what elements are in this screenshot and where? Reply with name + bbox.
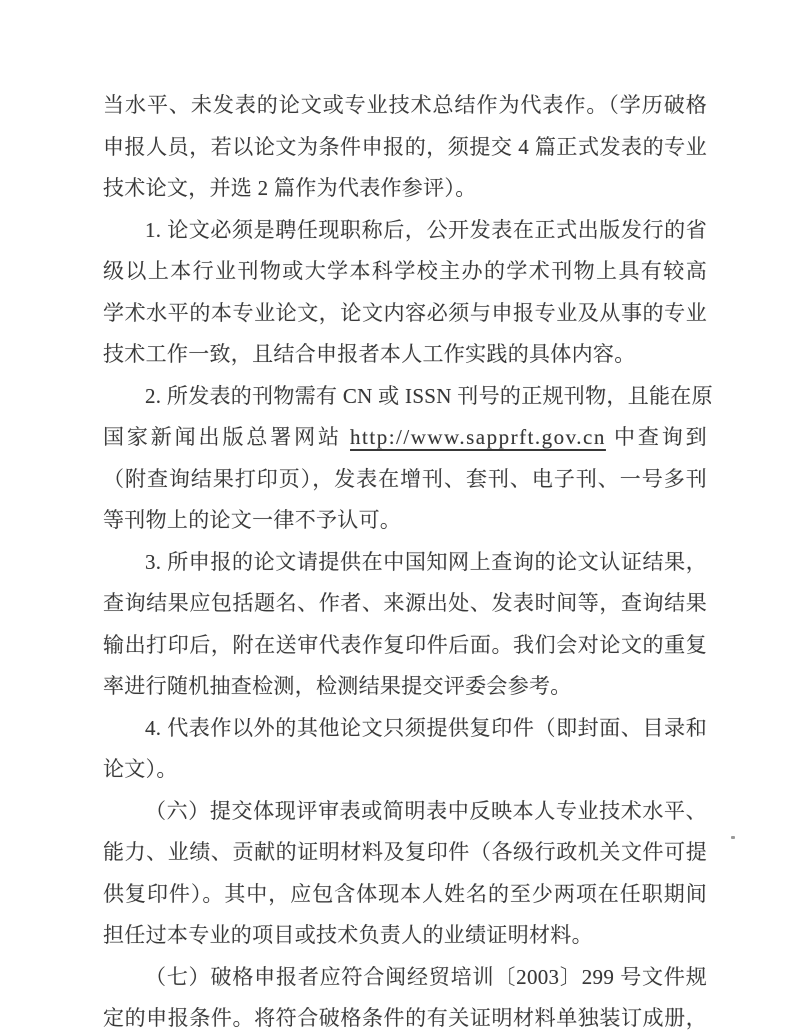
text-line: 论文）。: [103, 757, 178, 781]
text-line: 2. 所发表的刊物需有 CN 或 ISSN 刊号的正规刊物，且能在原: [145, 383, 713, 408]
text-line: 输出打印后，附在送审代表作复印件后面。我们会对论文的重复: [103, 632, 707, 657]
text-line: 定的申报条件。将符合破格条件的有关证明材料单独装订成册，: [103, 1006, 707, 1030]
text-line: 学术水平的本专业论文，论文内容必须与申报专业及从事的专业: [103, 300, 707, 325]
text-line: 查询结果应包括题名、作者、来源出处、发表时间等，查询结果: [103, 591, 707, 615]
url-line-before: 国家新闻出版总署网站: [103, 425, 351, 449]
publication-registry-url: http://www.sapprft.gov.cn: [350, 425, 606, 449]
document-text-block: [103, 85, 713, 1036]
paragraph-item-2: [103, 376, 713, 542]
paragraph-section-6: [103, 791, 707, 957]
text-line: （附查询结果打印页），发表在增刊、套刊、电子刊、一号多刊: [103, 466, 707, 491]
text-line: 当水平、未发表的论文或专业技术总结作为代表作。（学历破格: [103, 93, 707, 117]
url-line-after: 中查询到: [605, 425, 707, 449]
paragraph-item-1: [103, 210, 707, 376]
text-line: 能力、业绩、贡献的证明材料及复印件（各级行政机关文件可提: [103, 840, 707, 864]
text-line: 率进行随机抽查检测，检测结果提交评委会参考。: [103, 674, 572, 698]
text-line: 技术工作一致，且结合申报者本人工作实践的具体内容。: [103, 342, 636, 366]
text-line: 1. 论文必须是聘任现职称后，公开发表在正式出版发行的省: [145, 217, 707, 242]
paragraph-representative-works: [103, 85, 707, 210]
text-line: 供复印件）。其中，应包含体现本人姓名的至少两项在任职期间: [103, 881, 707, 906]
text-line: （七）破格申报者应符合闽经贸培训〔2003〕299 号文件规: [145, 964, 707, 989]
text-line: 级以上本行业刊物或大学本科学校主办的学术刊物上具有较高: [103, 259, 707, 283]
scan-artifact-speck: [731, 836, 735, 839]
text-line: 担任过本专业的项目或技术负责人的业绩证明材料。: [103, 923, 593, 947]
text-line: 4. 代表作以外的其他论文只须提供复印件（即封面、目录和: [145, 715, 707, 740]
text-line: 申报人员，若以论文为条件申报的，须提交 4 篇正式发表的专业: [103, 134, 707, 159]
paragraph-item-4: [103, 708, 707, 791]
text-line: （六）提交体现评审表或简明表中反映本人专业技术水平、: [145, 798, 707, 823]
text-line: 3. 所申报的论文请提供在中国知网上查询的论文认证结果，: [145, 549, 707, 574]
text-line: 等刊物上的论文一律不予认可。: [103, 508, 402, 532]
text-line: 技术论文，并选 2 篇作为代表作参评）。: [103, 176, 477, 200]
paragraph-item-3: [103, 542, 707, 708]
paragraph-section-7: [103, 957, 707, 1036]
text-line-with-url: [103, 417, 707, 459]
